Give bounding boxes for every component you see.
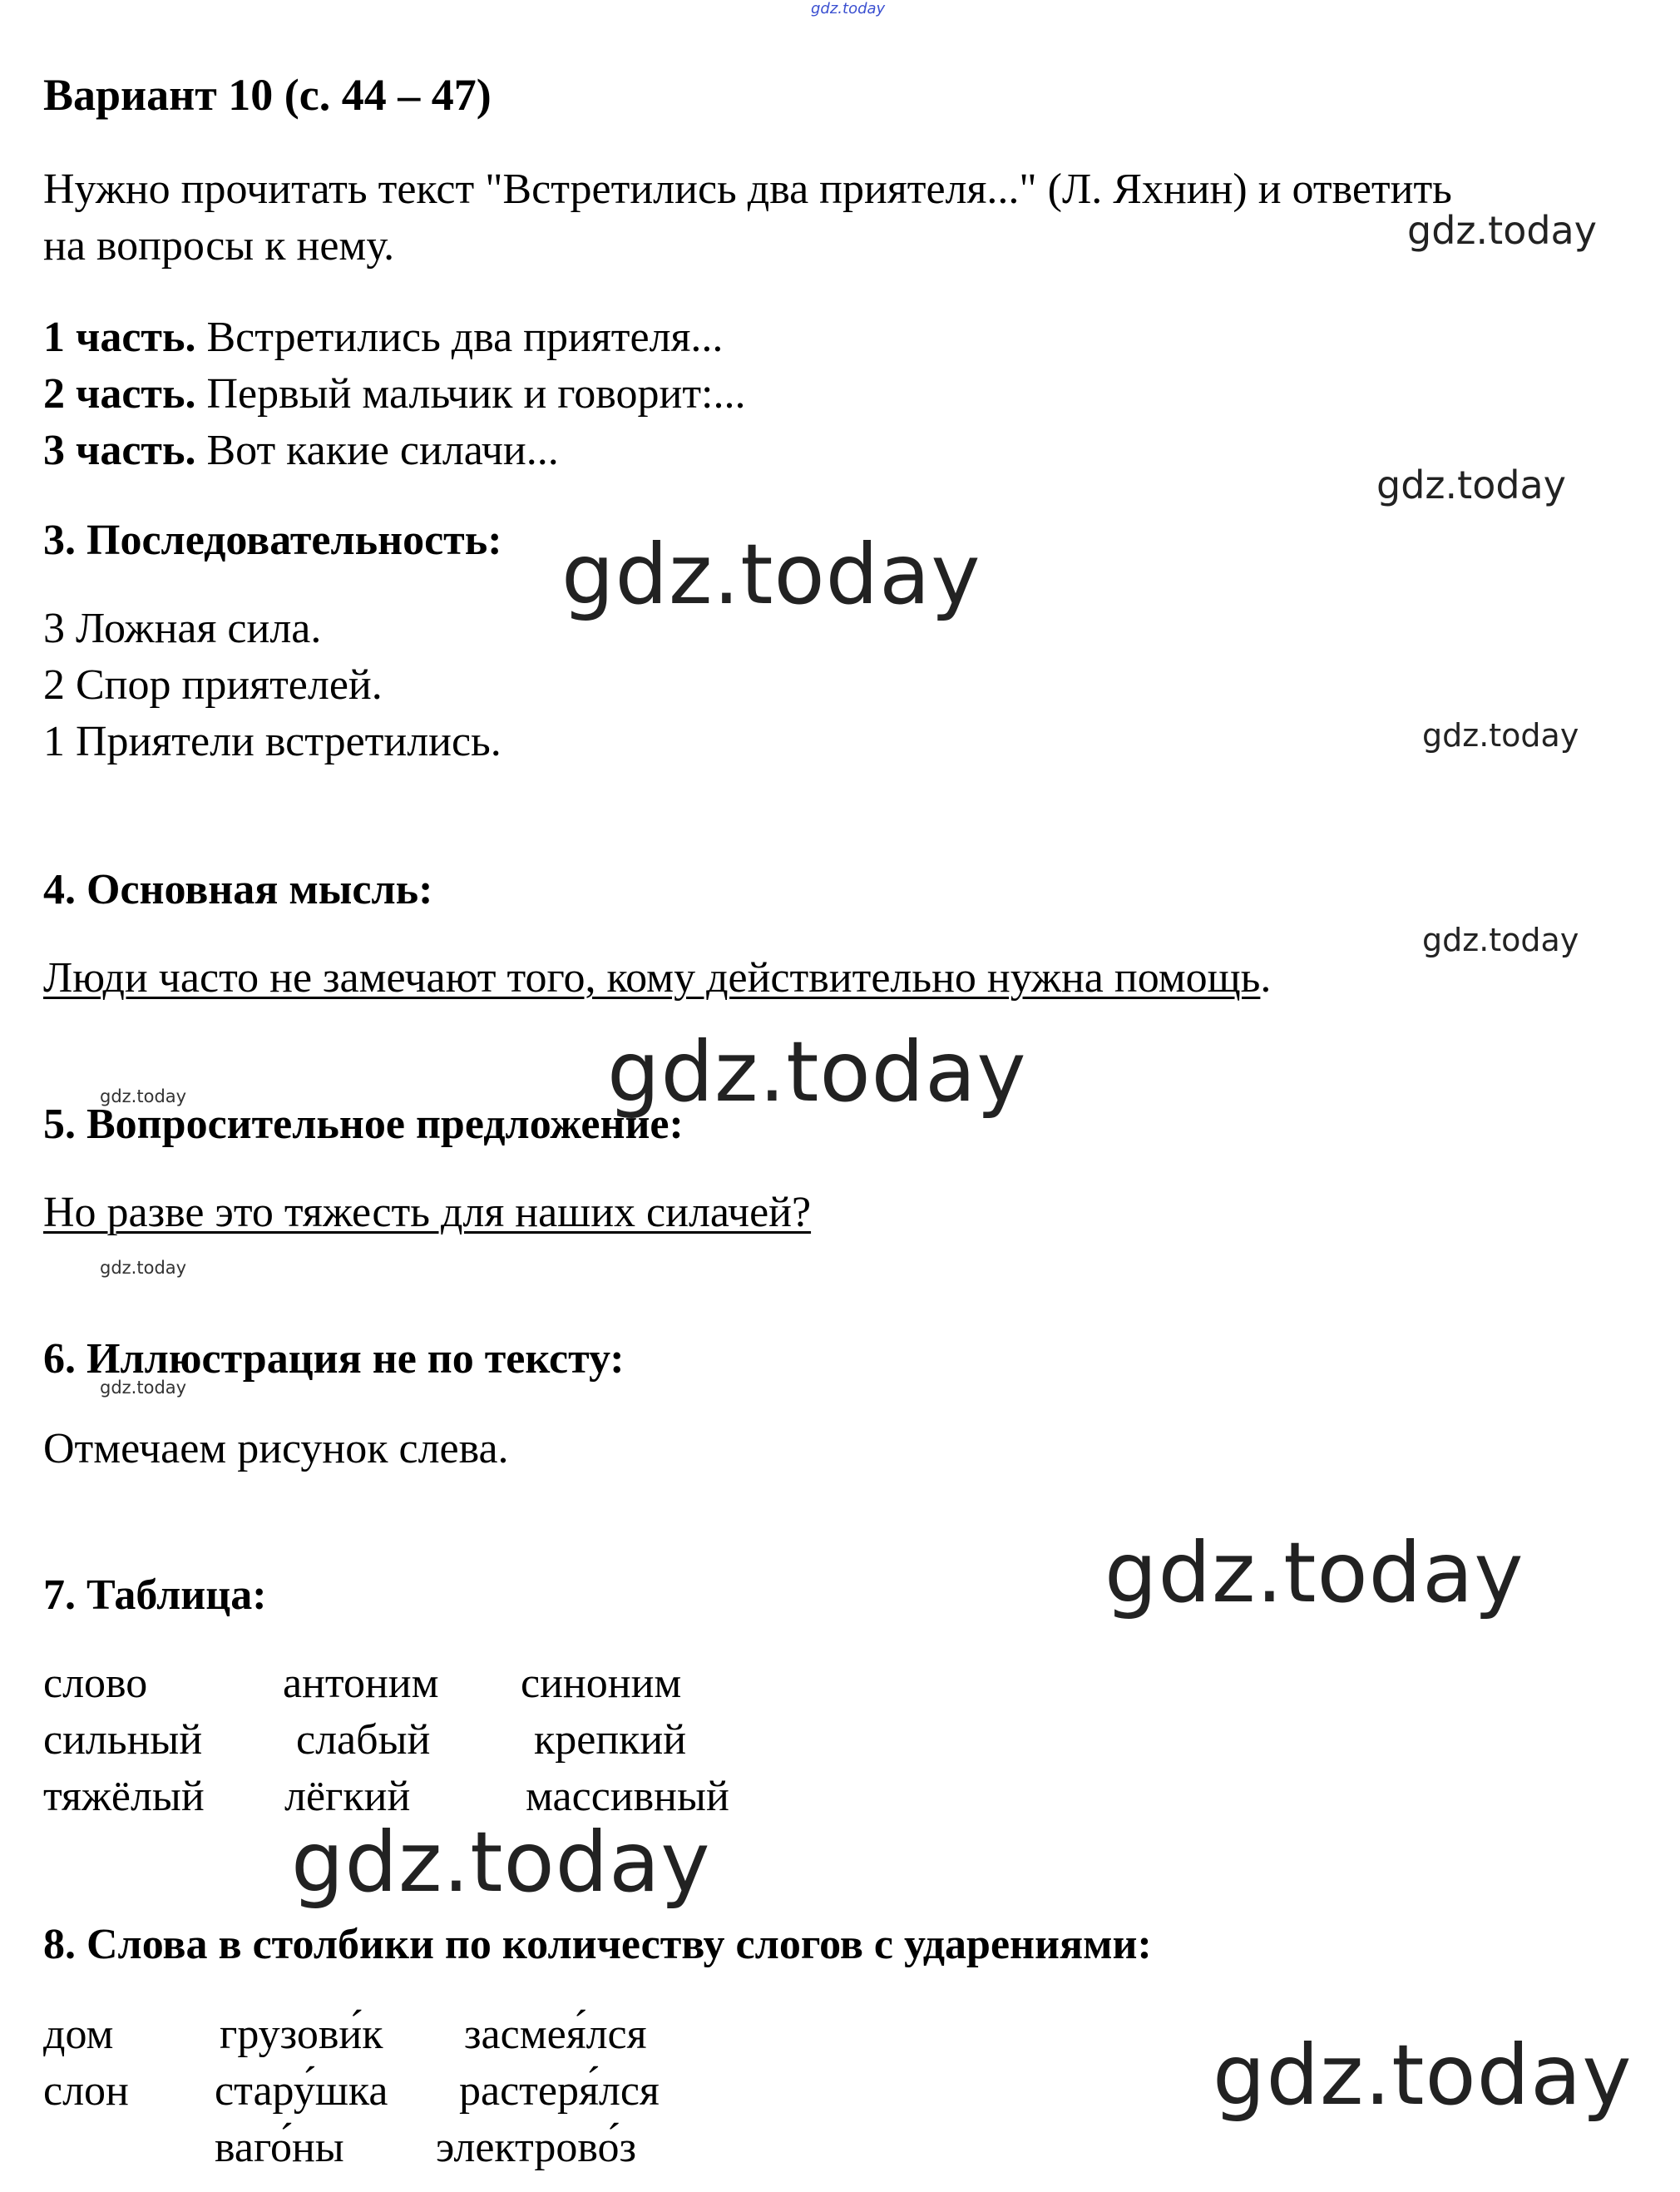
table-cell: сильный	[43, 1716, 203, 1764]
part-2-text: Первый мальчик и говорит:...	[195, 370, 746, 418]
page-title: Вариант 10 (с. 44 – 47)	[43, 70, 492, 120]
syllable-word: электрово́з	[436, 2124, 637, 2171]
table-cell: слабый	[296, 1716, 431, 1764]
watermark: gdz.today	[1104, 1524, 1524, 1621]
part-1	[43, 313, 723, 363]
part-3-text: Вот какие силачи...	[195, 427, 559, 474]
table-cell: лёгкий	[284, 1773, 411, 1820]
table-cell: синоним	[521, 1660, 682, 1707]
table-cell: массивный	[526, 1773, 729, 1820]
part-3-label: 3 часть.	[43, 427, 196, 474]
part-2	[43, 369, 746, 419]
main-idea-period: .	[1260, 954, 1272, 1002]
watermark: gdz.today	[100, 1258, 187, 1278]
watermark: gdz.today	[561, 526, 981, 623]
section-3-item: 1 Приятели встретились.	[43, 718, 502, 765]
syllable-word: ваго́ны	[215, 2124, 344, 2171]
part-1-text: Встретились два приятеля...	[195, 314, 724, 361]
section-3-item: 3 Ложная сила.	[43, 605, 322, 652]
section-7-heading: 7. Таблица:	[43, 1571, 267, 1619]
syllable-word: дом	[43, 2011, 114, 2058]
main-idea-text: Люди часто не замечают того, кому действительно нужна помощь	[43, 954, 1261, 1002]
watermark: gdz.today	[100, 1086, 187, 1106]
section-5-answer: Но разве это тяжесть для наших силачей?	[43, 1189, 812, 1236]
syllable-word: стару́шка	[215, 2067, 388, 2115]
part-3	[43, 426, 559, 476]
section-4-heading: 4. Основная мысль:	[43, 866, 433, 913]
watermark: gdz.today	[1213, 2026, 1633, 2124]
watermark: gdz.today	[100, 1378, 187, 1398]
table-cell: слово	[43, 1660, 148, 1707]
intro-line-1: Нужно прочитать текст "Встретились два приятеля..." (Л. Яхнин) и ответить	[43, 166, 1452, 213]
section-3-item: 2 Спор приятелей.	[43, 661, 383, 709]
section-4-answer	[43, 953, 1271, 1003]
syllable-word: слон	[43, 2067, 129, 2115]
table-cell: тяжёлый	[43, 1773, 205, 1820]
table-cell: антоним	[283, 1660, 439, 1707]
intro-line-2: на вопросы к нему.	[43, 222, 395, 270]
watermark: gdz.today	[1407, 208, 1597, 253]
watermark: gdz.today	[1422, 922, 1579, 958]
table-cell: крепкий	[534, 1716, 687, 1764]
watermark: gdz.today	[1376, 463, 1566, 507]
section-6-answer: Отмечаем рисунок слева.	[43, 1425, 509, 1472]
syllable-word: растеря́лся	[459, 2067, 660, 2115]
watermark: gdz.today	[607, 1023, 1027, 1121]
watermark: gdz.today	[291, 1813, 711, 1911]
section-6-heading: 6. Иллюстрация не по тексту:	[43, 1335, 625, 1383]
watermark: gdz.today	[1422, 717, 1579, 754]
section-3-heading: 3. Последовательность:	[43, 517, 502, 564]
watermark-top: gdz.today	[811, 0, 886, 17]
syllable-word: грузови́к	[220, 2011, 383, 2058]
syllable-word: засмея́лся	[464, 2011, 647, 2058]
section-5-heading: 5. Вопросительное предложение:	[43, 1101, 684, 1148]
part-1-label: 1 часть.	[43, 314, 196, 361]
section-8-heading: 8. Слова в столбики по количеству слогов с ударениями:	[43, 1921, 1152, 1968]
part-2-label: 2 часть.	[43, 370, 196, 418]
